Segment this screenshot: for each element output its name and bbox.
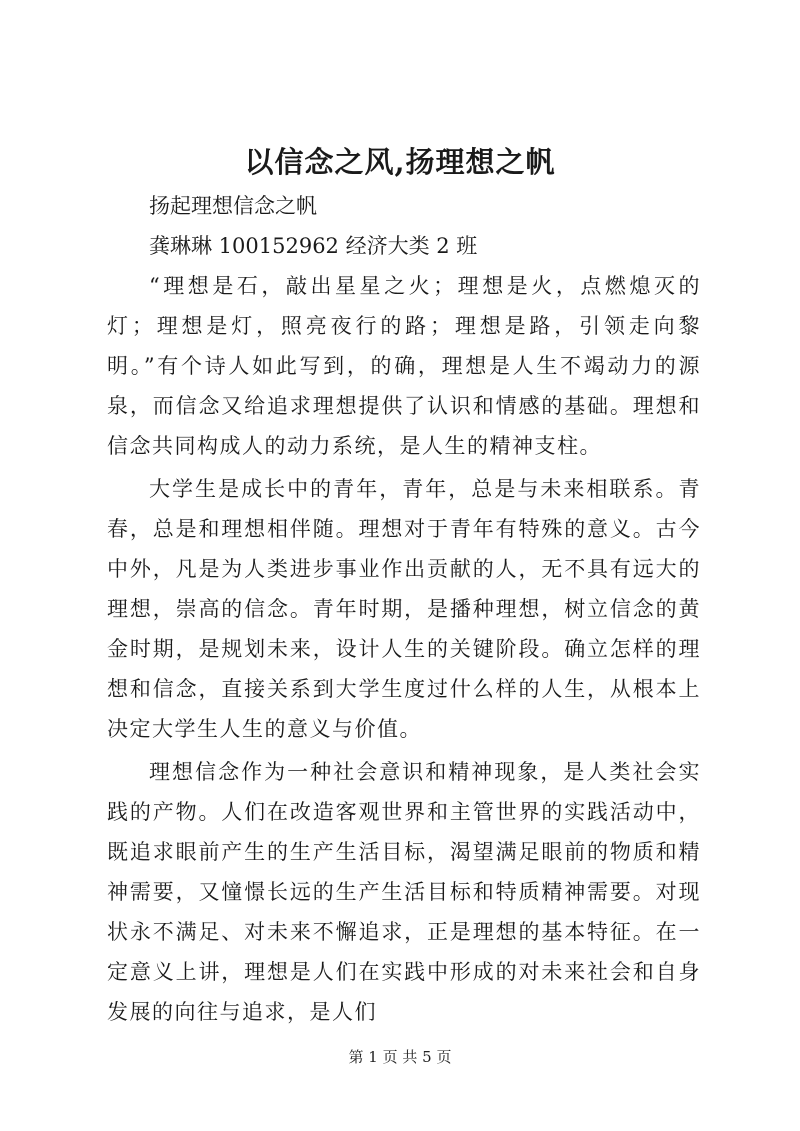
subtitle-line: 扬起理想信念之帆 (149, 194, 317, 218)
author-line: 龚琳琳 100152962 经济大类 2 班 (149, 234, 478, 258)
paragraph-3: 理想信念作为一种社会意识和精神现象，是人类社会实践的产物。人们在改造客观世界和主管世界的实践活动中，既追求眼前产生的生产生活目标，渴望满足眼前的物质和精神需要，又憧憬长远的生产生活目标和特质精神需要。对现状永不满足、对未来不懈追求，正是理想的基本特征。在一定意义上讲，理想是人们在实践中形成的对未来社会和自身发展的向往与追求，是人们 (107, 760, 701, 1024)
page-title: 以信念之风,扬理想之帆 (244, 145, 556, 179)
page-number-footer: 第 1 页 共 5 页 (348, 1048, 452, 1066)
document-body (107, 186, 701, 1035)
paragraph-2: 大学生是成长中的青年，青年，总是与未来相联系。青春，总是和理想相伴随。理想对于青年有特殊的意义。古今中外，凡是为人类进步事业作出贡献的人，无不具有远大的理想，崇高的信念。青年时期，是播种理想，树立信念的黄金时期，是规划未来，设计人生的关键阶段。确立怎样的理想和信念，直接关系到大学生度过什么样的人生，从根本上决定大学生人生的意义与价值。 (107, 477, 701, 741)
paragraph-1: “理想是石，敲出星星之火；理想是火，点燃熄灭的灯；理想是灯，照亮夜行的路；理想是路，引领走向黎明。”有个诗人如此写到，的确，理想是人生不竭动力的源泉，而信念又给追求理想提供了认识和情感的基础。理想和信念共同构成人的动力系统，是人生的精神支柱。 (107, 274, 701, 458)
